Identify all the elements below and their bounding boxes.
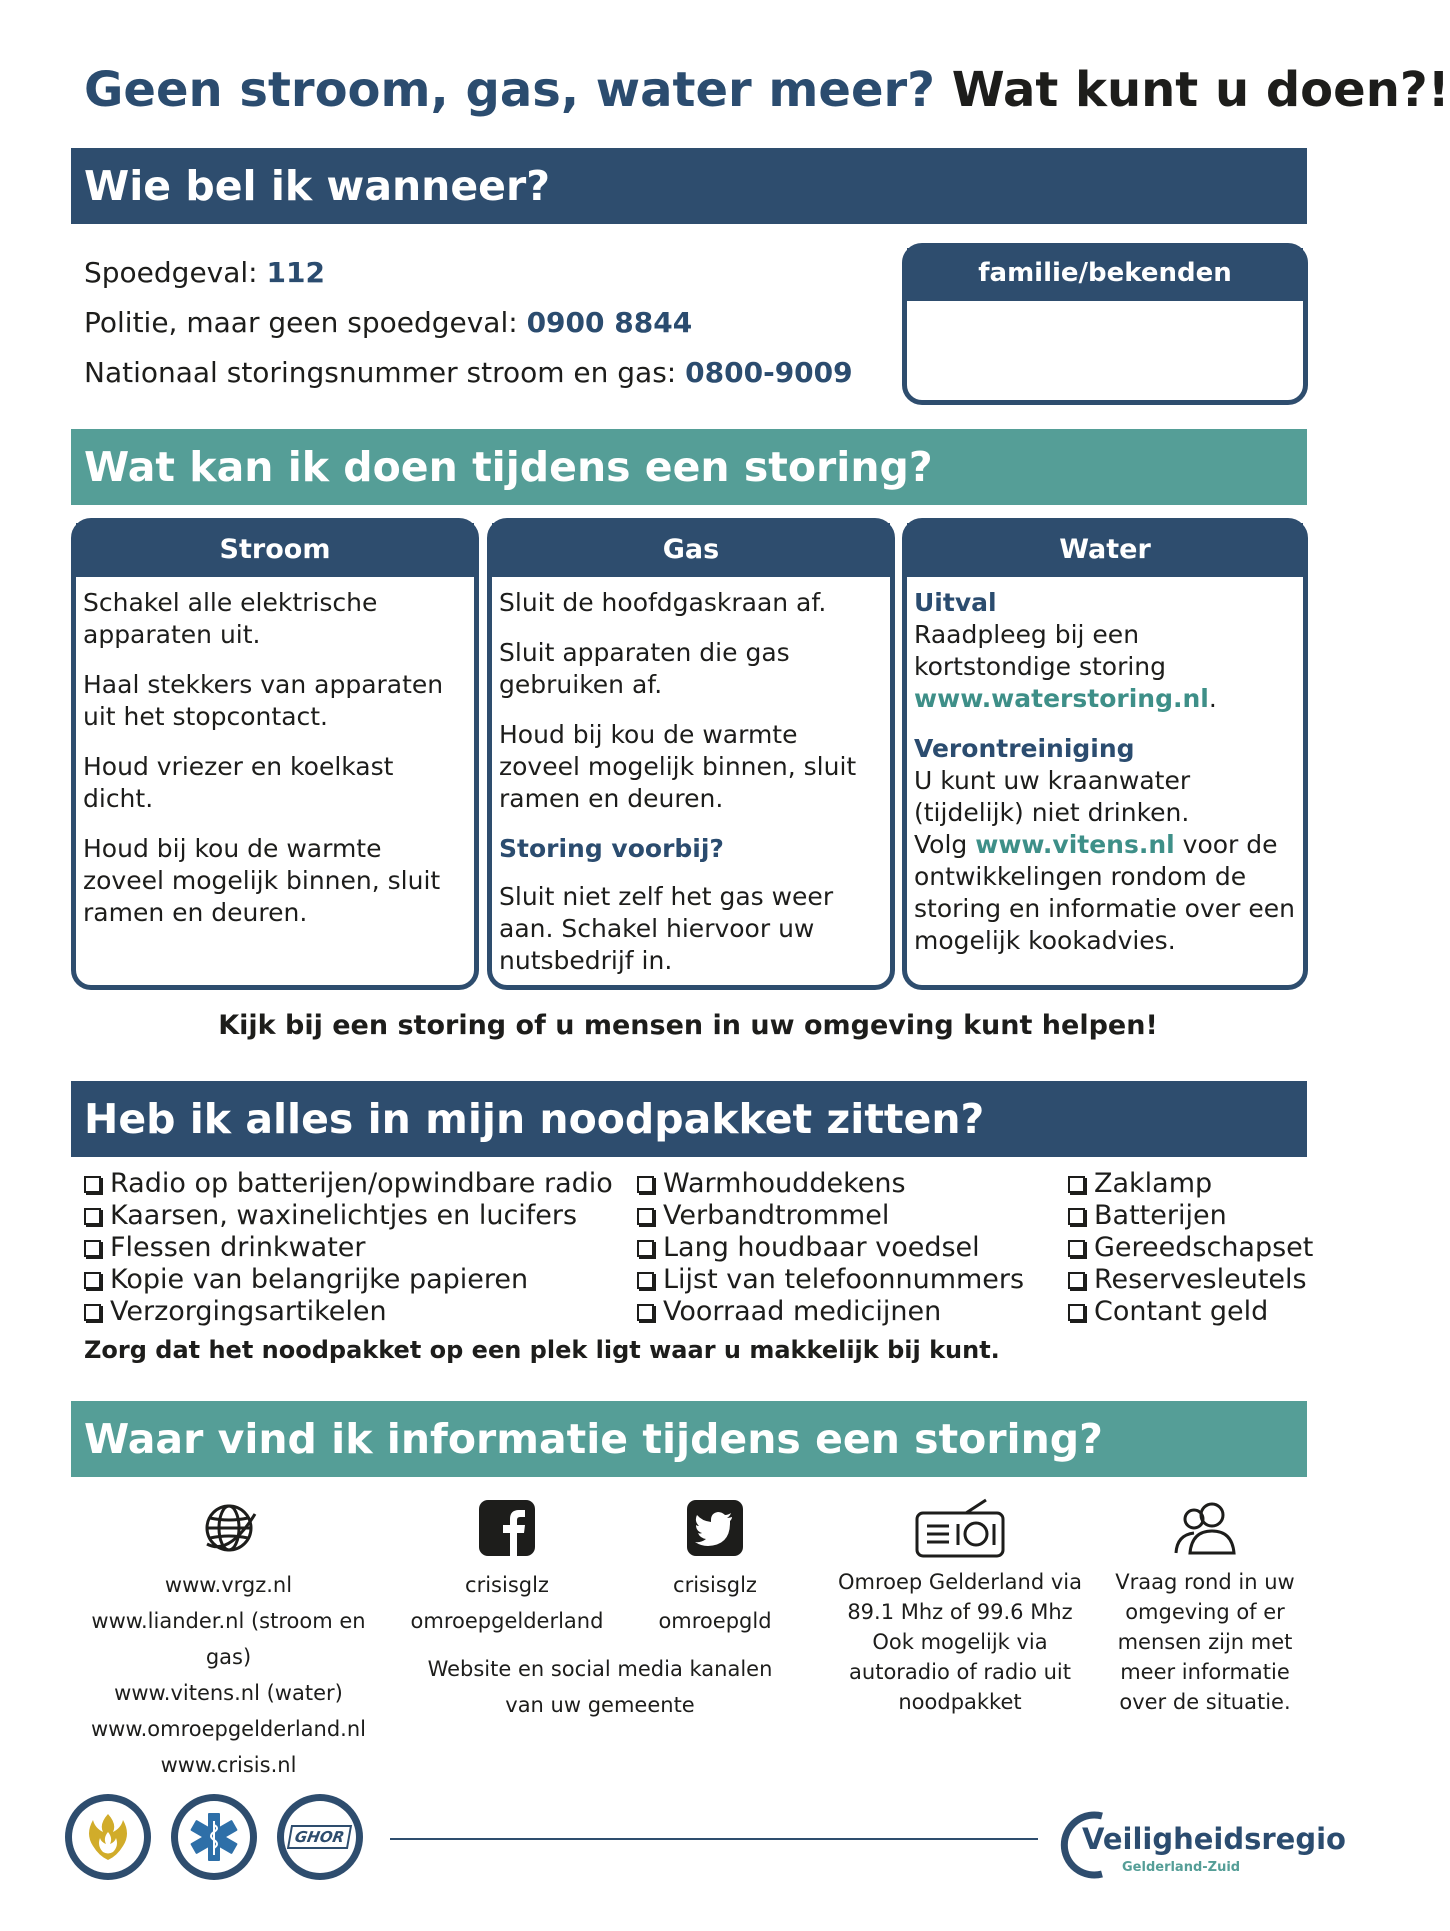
kit-item: Warmhouddekens [637, 1168, 1024, 1200]
outage-number: 0800-9009 [685, 356, 853, 389]
info-radio [832, 1495, 1088, 1717]
page-title [84, 62, 1450, 118]
kit-item: Contant geld [1068, 1296, 1313, 1328]
emergency-number: 112 [266, 256, 325, 289]
checkbox-icon [1068, 1304, 1085, 1321]
checkbox-icon [637, 1272, 654, 1289]
section-heading-who-to-call: Wie bel ik wanneer? [71, 148, 1307, 224]
stroom-item: Schakel alle elektrische apparaten uit. [83, 588, 378, 649]
fire-brigade-emblem [65, 1794, 151, 1880]
kit-item: Flessen drinkwater [84, 1232, 613, 1264]
checkbox-icon [84, 1208, 101, 1225]
contact-emergency: Spoedgeval: 112 [84, 256, 325, 289]
kit-list-1 [84, 1168, 613, 1328]
water-verontreiniging-heading: Verontreiniging [914, 734, 1135, 763]
gas-item: Houd bij kou de warmte zoveel mogelijk binnen, sluit ramen en deuren. [499, 720, 857, 813]
checkbox-icon [84, 1240, 101, 1257]
checkbox-icon [637, 1208, 654, 1225]
waterstoring-link[interactable]: www.waterstoring.nl [914, 684, 1209, 713]
kit-item: Verzorgingsartikelen [84, 1296, 613, 1328]
kit-note: Zorg dat het noodpakket op een plek ligt waar u makkelijk bij kunt. [84, 1336, 1000, 1364]
checkbox-icon [1068, 1176, 1085, 1193]
kit-item: Voorraad medicijnen [637, 1296, 1024, 1328]
checkbox-icon [637, 1176, 654, 1193]
kit-item: Reservesleutels [1068, 1264, 1313, 1296]
help-neighbours-text: Kijk bij een storing of u mensen in uw omgeving kunt helpen! [218, 1010, 1158, 1041]
contact-list [84, 248, 853, 398]
twitter-icon [686, 1499, 744, 1557]
section-heading-information: Waar vind ik informatie tijdens een storing? [71, 1401, 1307, 1477]
kit-list-2 [637, 1168, 1024, 1328]
web-link[interactable]: www.vrgz.nl [164, 1573, 293, 1597]
gas-item: Sluit de hoofdgaskraan af. [499, 588, 827, 617]
stroom-item: Houd vriezer en koelkast dicht. [83, 752, 394, 813]
ghor-emblem [277, 1794, 363, 1880]
org-name: Veiligheidsregio [1082, 1822, 1346, 1856]
vitens-link[interactable]: www.vitens.nl [975, 830, 1175, 859]
police-number: 0900 8844 [526, 306, 693, 339]
family-box-title: familie/bekenden [907, 248, 1303, 301]
section-heading-emergency-kit: Heb ik alles in mijn noodpakket zitten? [71, 1081, 1307, 1157]
water-verontreiniging-advice: Volg www.vitens.nl voor de ontwikkelingen rondom de storing en informatie over een mogelijk kookadvies. [914, 830, 1295, 955]
checkbox-icon [637, 1240, 654, 1257]
stroom-card [71, 518, 479, 990]
kit-list-3 [1068, 1168, 1313, 1328]
checkbox-icon [1068, 1240, 1085, 1257]
stroom-item: Haal stekkers van apparaten uit het stopcontact. [83, 670, 444, 731]
water-uitval-text: Raadpleeg bij een kortstondige storing www.waterstoring.nl. [914, 620, 1217, 713]
gas-subheading: Storing voorbij? [499, 834, 724, 863]
title-part1: Geen stroom, gas, water meer? [84, 62, 936, 118]
web-link[interactable]: www.omroepgelderland.nl [91, 1717, 366, 1741]
twitter-account[interactable]: omroepgld [658, 1609, 772, 1633]
kit-item: Lang houdbaar voedsel [637, 1232, 1024, 1264]
ghor-label: GHOR [287, 1825, 352, 1849]
gas-card [487, 518, 895, 990]
checkbox-icon [84, 1176, 101, 1193]
checkbox-icon [1068, 1208, 1085, 1225]
stroom-title: Stroom [76, 523, 474, 577]
star-of-life-emblem [171, 1794, 257, 1880]
twitter-account[interactable]: crisisglz [673, 1573, 757, 1597]
facebook-account[interactable]: crisisglz [465, 1573, 549, 1597]
checkbox-icon [1068, 1272, 1085, 1289]
kit-item: Radio op batterijen/opwindbare radio [84, 1168, 613, 1200]
gas-title: Gas [492, 523, 890, 577]
facebook-icon [478, 1499, 536, 1557]
social-note: Website en social media kanalen van uw gemeente [427, 1657, 773, 1717]
web-link[interactable]: www.crisis.nl [160, 1753, 297, 1777]
facebook-account[interactable]: omroepgelderland [410, 1609, 604, 1633]
flame-icon [83, 1810, 133, 1864]
globe-icon [199, 1498, 259, 1558]
radio-text: Omroep Gelderland via 89.1 Mhz of 99.6 Mhz Ook mogelijk via autoradio of radio uit noodpakket [838, 1570, 1082, 1714]
kit-item: Batterijen [1068, 1200, 1313, 1232]
checkbox-icon [84, 1304, 101, 1321]
water-verontreiniging-text: U kunt uw kraanwater (tijdelijk) niet drinken. [914, 766, 1191, 827]
footer-divider [390, 1838, 1038, 1840]
family-contacts-box [902, 243, 1308, 405]
title-part2: Wat kunt u doen?! [951, 62, 1450, 118]
web-link[interactable]: www.liander.nl (stroom en gas) [91, 1609, 366, 1669]
section-heading-during-outage: Wat kan ik doen tijdens een storing? [71, 429, 1307, 505]
org-region: Gelderland-Zuid [1122, 1860, 1241, 1875]
star-of-life-icon [188, 1811, 240, 1863]
water-card [902, 518, 1308, 990]
kit-item: Verbandtrommel [637, 1200, 1024, 1232]
checkbox-icon [84, 1272, 101, 1289]
info-people [1100, 1495, 1310, 1717]
radio-icon [914, 1497, 1006, 1559]
kit-item: Gereedschapset [1068, 1232, 1313, 1264]
water-uitval-heading: Uitval [914, 588, 997, 617]
info-twitter [615, 1495, 815, 1639]
gas-item: Sluit apparaten die gas gebruiken af. [499, 638, 790, 699]
water-title: Water [907, 523, 1303, 577]
info-web [76, 1495, 381, 1783]
info-facebook [407, 1495, 607, 1639]
contact-police: Politie, maar geen spoedgeval: 0900 8844 [84, 306, 693, 339]
people-text: Vraag rond in uw omgeving of er mensen zijn met meer informatie over de situatie. [1115, 1570, 1295, 1714]
contact-outage: Nationaal storingsnummer stroom en gas: 0800-9009 [84, 356, 853, 389]
stroom-item: Houd bij kou de warmte zoveel mogelijk binnen, sluit ramen en deuren. [83, 834, 441, 927]
people-icon [1172, 1497, 1238, 1559]
checkbox-icon [637, 1304, 654, 1321]
kit-item: Zaklamp [1068, 1168, 1313, 1200]
web-link[interactable]: www.vitens.nl (water) [114, 1681, 343, 1705]
kit-item: Kopie van belangrijke papieren [84, 1264, 613, 1296]
kit-item: Lijst van telefoonnummers [637, 1264, 1024, 1296]
kit-item: Kaarsen, waxinelichtjes en lucifers [84, 1200, 613, 1232]
gas-after: Sluit niet zelf het gas weer aan. Schakel hiervoor uw nutsbedrijf in. [499, 882, 834, 975]
